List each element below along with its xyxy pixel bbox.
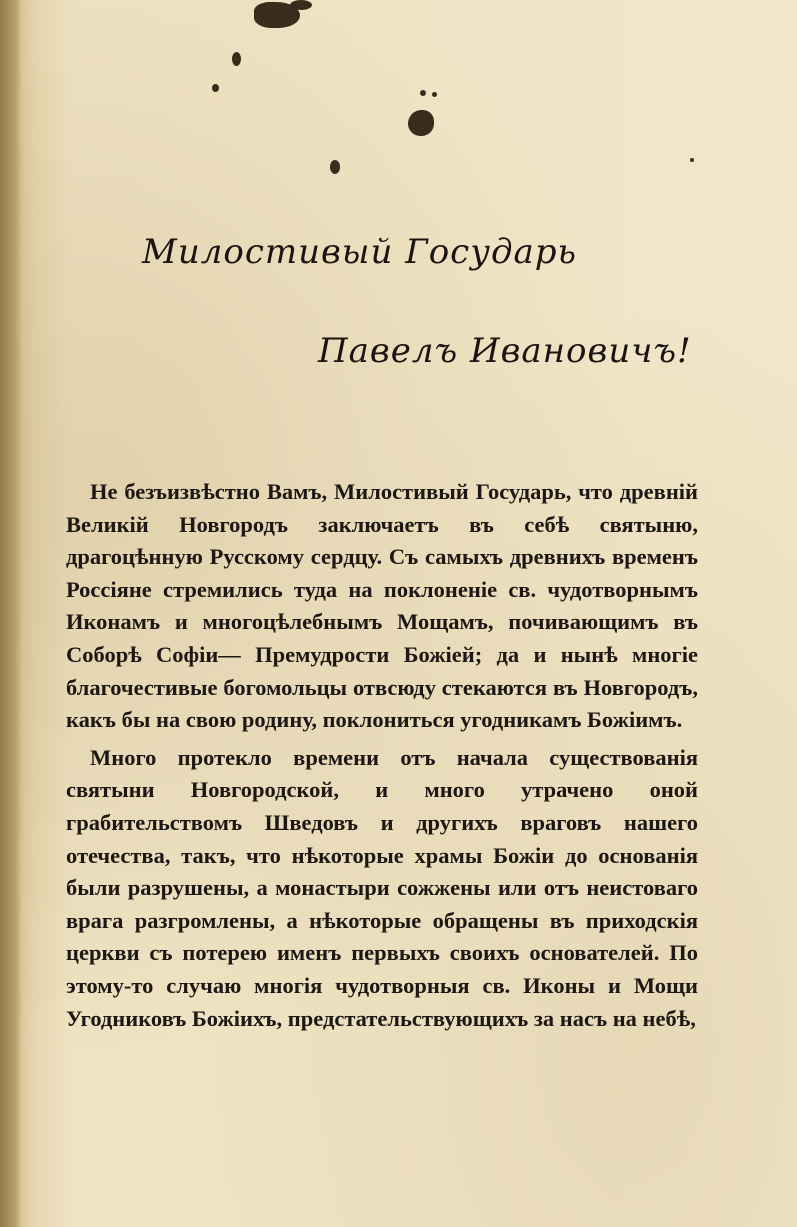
letter-body [66, 476, 698, 1035]
ink-stain [290, 0, 312, 10]
salutation: Милостивый Государь [142, 232, 578, 272]
ink-stain [420, 90, 426, 96]
ink-stain [690, 158, 694, 162]
ink-stain [212, 84, 219, 92]
addressee: Павелъ Ивановичъ! [318, 331, 692, 371]
ink-stain [408, 110, 434, 136]
ink-stain [432, 92, 437, 97]
paragraph: Не безъизвѣстно Вамъ, Милостивый Государь, что древній Великій Новгородъ заключаетъ въ себѣ святыню, драгоцѣнную Русскому сердцу. Съ самыхъ древнихъ временъ Россіяне стремились туда на поклоненіе св. чудотворнымъ Иконамъ и многоцѣлебнымъ Мощамъ, почивающимъ въ Соборѣ Софіи— Премудрости Божіей; да и нынѣ многіе благочестивые богомольцы отвсюду стекаются въ Новгородъ, какъ бы на свою родину, поклониться угодникамъ Божіимъ. [66, 479, 698, 733]
ink-stain [232, 52, 241, 66]
paragraph: Много протекло времени отъ начала существованія святыни Новгородской, и много утрачено оной грабительствомъ Шведовъ и другихъ враговъ нашего отечества, такъ, что нѣкоторые храмы Божіи до основанія были разрушены, а монастыри сожжены или отъ неистоваго врага разгромлены, а нѣкоторые обращены въ приходскія церкви съ потерею именъ первыхъ своихъ основателей. По этому-то случаю многія чудотворныя св. Иконы и Мощи Угодниковъ Божіихъ, предстательствующихъ за насъ на небѣ, [66, 744, 698, 1031]
page-spine-shadow [0, 0, 22, 1227]
ink-stain [330, 160, 340, 174]
